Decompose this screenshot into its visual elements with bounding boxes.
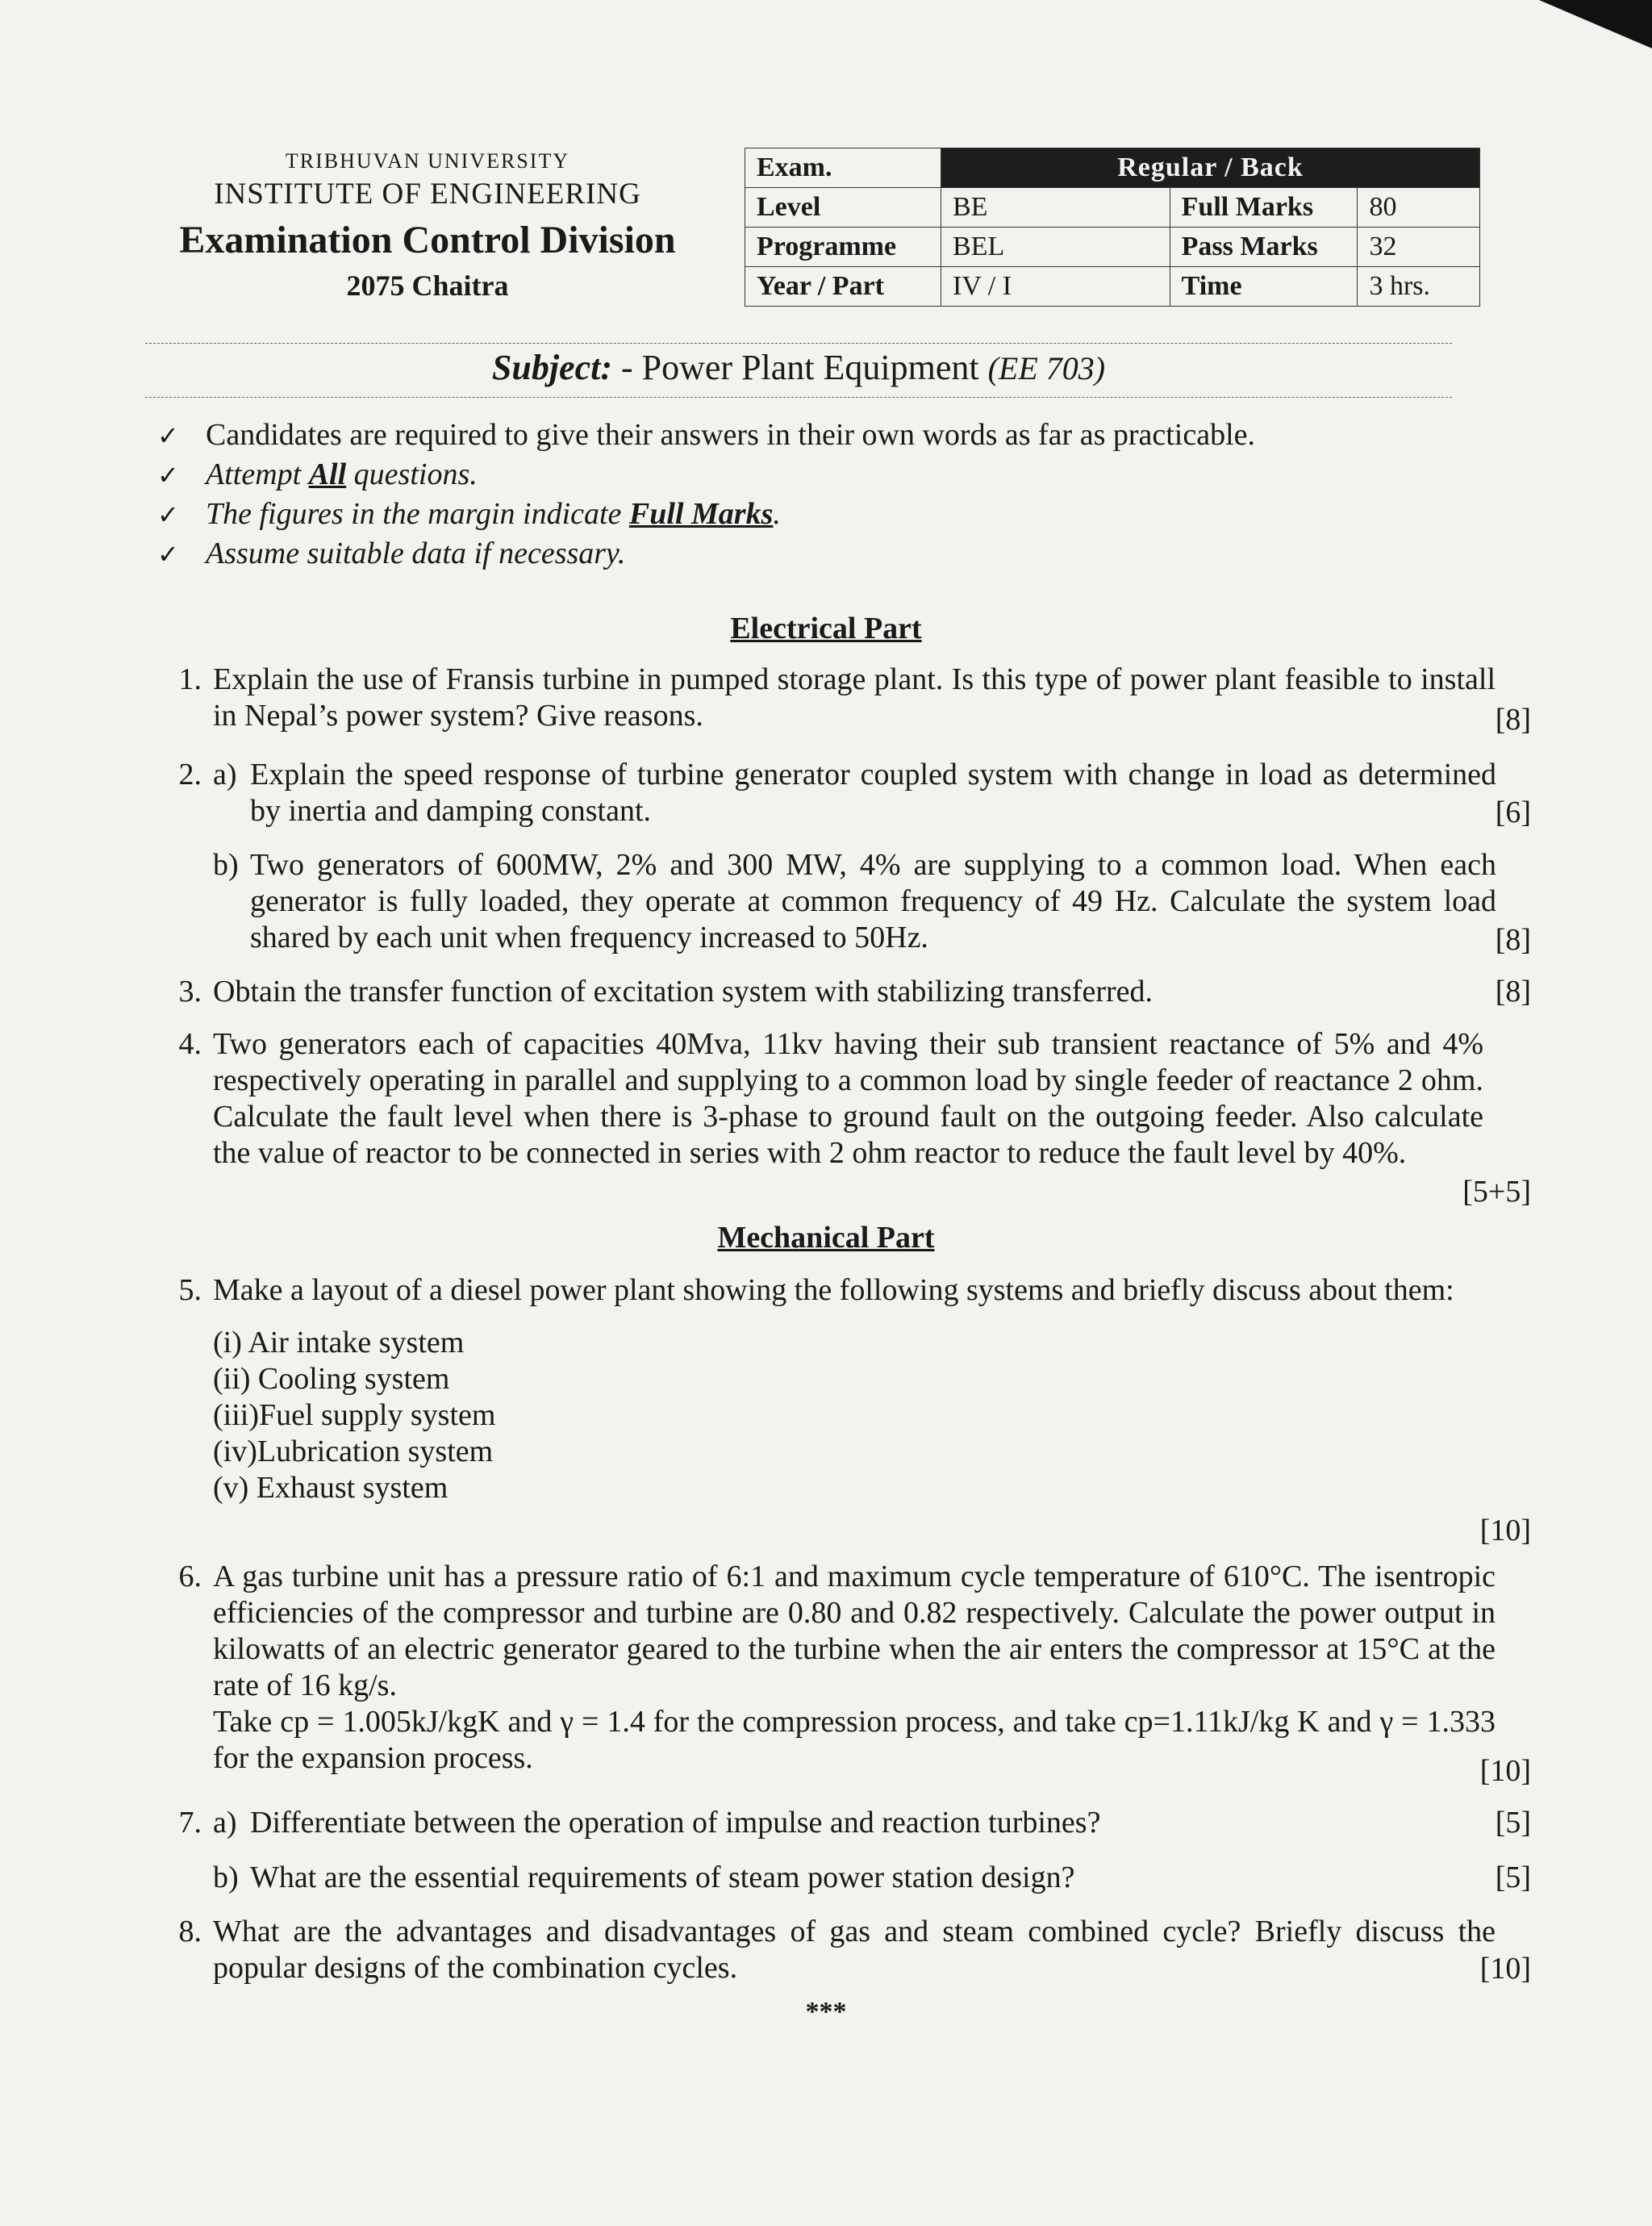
question-marks: [8] bbox=[1495, 703, 1531, 737]
instructions-list bbox=[157, 416, 1464, 574]
programme-value: BEL bbox=[941, 228, 1170, 267]
question-number: 1. bbox=[178, 662, 202, 696]
question-1 bbox=[153, 662, 1541, 734]
question-text: What are the essential requirements of steam power station design? bbox=[250, 1861, 1075, 1894]
subject-separator: - bbox=[611, 348, 642, 387]
list-item: (i) Air intake system bbox=[213, 1326, 465, 1359]
question-3 bbox=[153, 974, 1541, 1010]
pass-marks-label: Pass Marks bbox=[1170, 228, 1358, 267]
subquestion-label: b) bbox=[213, 848, 239, 882]
divider-top bbox=[145, 343, 1452, 344]
question-text: Two generators each of capacities 40Mva, 11kv having their sub transient reactance of 5% and 4% respectively operating in parallel and supplying to a common load by single feeder of reactance 2 ohm. Calculate the fault level when there is 3-phase to ground fault on the outgoing feeder. Also calculate the value of reactor to be connected in series with 2 ohm reactor to reduce the fault level by 40%. bbox=[213, 1027, 1483, 1170]
question-text: A gas turbine unit has a pressure ratio of 6:1 and maximum cycle temperature of 610°C. The isentropic efficiencies of the compressor and turbine are 0.80 and 0.82 respectively. Calculate the power output in kilowatts of an electric generator geared to the turbine when the air enters the compressor at 15°C at the rate of 16 kg/s. bbox=[213, 1560, 1496, 1702]
question-4 bbox=[153, 1026, 1541, 1171]
list-item: (ii) Cooling system bbox=[213, 1362, 450, 1396]
question-marks: [10] bbox=[1479, 1514, 1531, 1547]
instruction-text: The figures in the margin indicate bbox=[206, 497, 622, 531]
question-number: 8. bbox=[178, 1915, 202, 1948]
university-name: TRIBHUVAN UNIVERSITY bbox=[285, 149, 570, 173]
question-2a bbox=[153, 757, 1541, 829]
year-part-label: Year / Part bbox=[745, 267, 941, 307]
list-item: (iv)Lubrication system bbox=[213, 1435, 494, 1468]
question-number: 3. bbox=[178, 975, 202, 1009]
question-8 bbox=[153, 1914, 1541, 1986]
institute-name: INSTITUTE OF ENGINEERING bbox=[214, 177, 641, 211]
exam-label: Exam. bbox=[745, 148, 941, 188]
time-value: 3 hrs. bbox=[1358, 267, 1480, 307]
subject-code: (EE 703) bbox=[987, 350, 1106, 386]
question-5 bbox=[153, 1272, 1541, 1506]
exam-type: Regular / Back bbox=[941, 148, 1480, 188]
instruction-text: Attempt bbox=[206, 457, 302, 491]
instruction-text: questions. bbox=[353, 457, 478, 491]
question-text: Explain the use of Fransis turbine in pumped storage plant. Is this type of power plant feasible to install in Nepal’s power system? Give reasons. bbox=[213, 662, 1496, 733]
question-number: 5. bbox=[178, 1273, 202, 1307]
subquestion-label: b) bbox=[213, 1861, 239, 1894]
question-6 bbox=[153, 1559, 1541, 1777]
divider-bottom bbox=[145, 397, 1452, 398]
scan-corner-mark bbox=[1539, 0, 1652, 48]
check-icon: ✓ bbox=[157, 460, 179, 491]
instruction-item bbox=[157, 534, 1464, 574]
question-number: 7. bbox=[178, 1806, 202, 1840]
instruction-item bbox=[157, 455, 1464, 495]
question-text-note: Take cp = 1.005kJ/kgK and γ = 1.4 for the compression process, and take cp=1.11kJ/kg K and γ = 1.333 for the expansion process. bbox=[213, 1705, 1496, 1775]
check-icon: ✓ bbox=[157, 420, 179, 451]
list-item: (v) Exhaust system bbox=[213, 1471, 448, 1505]
question-marks: [8] bbox=[1495, 923, 1531, 957]
check-icon: ✓ bbox=[157, 539, 179, 570]
subquestion-label: a) bbox=[213, 1806, 237, 1840]
instruction-text: . bbox=[773, 497, 781, 531]
question-2b bbox=[153, 847, 1541, 956]
section-electrical: Electrical Part bbox=[730, 612, 922, 645]
year-part-value: IV / I bbox=[941, 267, 1170, 307]
exam-info-table bbox=[745, 148, 1480, 307]
question-text: What are the advantages and disadvantages of gas and steam combined cycle? Briefly discuss the popular designs of the combination cycles. bbox=[213, 1915, 1496, 1985]
question-marks: [10] bbox=[1479, 1754, 1531, 1788]
subject-name: Power Plant Equipment bbox=[641, 348, 979, 387]
question-text: Explain the speed response of turbine generator coupled system with change in load as determined by inertia and damping constant. bbox=[250, 758, 1496, 828]
programme-label: Programme bbox=[745, 228, 941, 267]
question-text: Two generators of 600MW, 2% and 300 MW, 4% are supplying to a common load. When each generator is fully loaded, they operate at common frequency of 49 Hz. Calculate the system load shared by each unit when frequency increased to 50Hz. bbox=[250, 848, 1496, 954]
division-name: Examination Control Division bbox=[179, 219, 676, 261]
time-label: Time bbox=[1170, 267, 1358, 307]
question-text: Differentiate between the operation of impulse and reaction turbines? bbox=[250, 1806, 1101, 1840]
instruction-item bbox=[157, 495, 1464, 534]
end-marker: *** bbox=[805, 1997, 847, 2027]
question-number: 6. bbox=[178, 1560, 202, 1593]
instruction-text: Candidates are required to give their answers in their own words as far as practicable. bbox=[206, 418, 1256, 452]
full-marks-label: Full Marks bbox=[1170, 188, 1358, 228]
subject-label: Subject: bbox=[491, 348, 612, 387]
exam-header bbox=[137, 149, 718, 303]
question-marks: [5] bbox=[1495, 1806, 1531, 1840]
list-item: (iii)Fuel supply system bbox=[213, 1398, 496, 1432]
question-marks: [8] bbox=[1495, 975, 1531, 1009]
check-icon: ✓ bbox=[157, 499, 179, 530]
level-label: Level bbox=[745, 188, 941, 228]
question-number: 2. bbox=[178, 758, 202, 791]
systems-list bbox=[213, 1325, 495, 1506]
question-marks: [6] bbox=[1495, 796, 1531, 829]
level-value: BE bbox=[941, 188, 1170, 228]
subject-line bbox=[145, 347, 1452, 388]
pass-marks-value: 32 bbox=[1358, 228, 1480, 267]
instruction-item bbox=[157, 416, 1464, 455]
question-marks: [5+5] bbox=[1462, 1175, 1531, 1209]
question-marks: [5] bbox=[1495, 1861, 1531, 1894]
full-marks-value: 80 bbox=[1358, 188, 1480, 228]
question-text: Obtain the transfer function of excitation system with stabilizing transferred. bbox=[213, 975, 1153, 1009]
question-marks: [10] bbox=[1479, 1952, 1531, 1986]
subquestion-label: a) bbox=[213, 758, 237, 791]
instruction-emphasis: All bbox=[308, 457, 347, 491]
section-mechanical: Mechanical Part bbox=[717, 1221, 935, 1255]
question-7a bbox=[153, 1805, 1541, 1841]
instruction-text: Assume suitable data if necessary. bbox=[206, 537, 626, 570]
exam-session: 2075 Chaitra bbox=[346, 269, 509, 302]
question-7b bbox=[153, 1860, 1541, 1896]
instruction-emphasis: Full Marks bbox=[628, 497, 774, 531]
question-number: 4. bbox=[178, 1027, 202, 1061]
question-text: Make a layout of a diesel power plant showing the following systems and briefly discuss about them: bbox=[213, 1273, 1454, 1307]
